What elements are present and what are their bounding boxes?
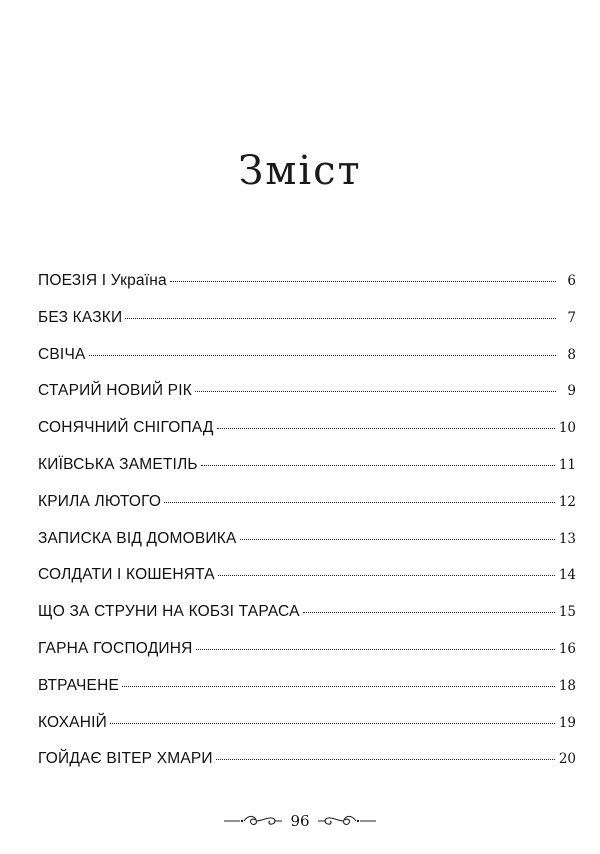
toc-entry <box>38 456 576 493</box>
dot-leader <box>216 759 555 760</box>
flourish-ornament-icon <box>316 812 378 830</box>
toc-entry-page: 7 <box>567 309 576 326</box>
table-of-contents <box>38 272 576 787</box>
toc-entry <box>38 640 576 677</box>
toc-entry-page: 8 <box>567 346 576 363</box>
toc-entry-page: 9 <box>567 383 576 400</box>
toc-entry <box>38 382 576 419</box>
toc-entry-title: СВІЧА <box>38 345 86 363</box>
dot-leader <box>303 612 555 613</box>
toc-entry-title: ЩО ЗА СТРУНИ НА КОБЗІ ТАРАСА <box>38 603 300 621</box>
dot-leader <box>170 281 556 282</box>
toc-entry-title: КИЇВСЬКА ЗАМЕТІЛЬ <box>38 455 198 473</box>
toc-entry <box>38 714 576 751</box>
toc-entry <box>38 530 576 567</box>
toc-entry-title: ПОЕЗІЯ І Україна <box>38 272 167 289</box>
dot-leader <box>201 465 555 466</box>
toc-entry-page: 6 <box>567 273 576 289</box>
toc-entry-title: ЗАПИСКА ВІД ДОМОВИКА <box>38 529 237 547</box>
toc-entry <box>38 566 576 603</box>
toc-entry <box>38 419 576 456</box>
dot-leader <box>110 723 555 724</box>
page-title: Зміст <box>238 148 362 194</box>
page-number: 96 <box>290 812 310 830</box>
dot-leader <box>125 318 556 319</box>
toc-entry-title: ВТРАЧЕНЕ <box>38 676 119 694</box>
toc-entry-page: 18 <box>558 677 576 694</box>
toc-entry-page: 11 <box>558 456 576 473</box>
toc-entry-page: 14 <box>558 567 576 584</box>
dot-leader <box>196 649 555 650</box>
toc-entry <box>38 677 576 714</box>
toc-entry-title: КОХАНІЙ <box>38 713 107 731</box>
flourish-ornament-icon <box>222 812 284 830</box>
toc-entry <box>38 346 576 383</box>
toc-entry-title: СОНЯЧНИЙ СНІГОПАД <box>38 419 214 437</box>
dot-leader <box>164 502 555 503</box>
dot-leader <box>217 428 555 429</box>
dot-leader <box>240 539 555 540</box>
toc-entry-page: 12 <box>558 493 576 510</box>
dot-leader <box>122 686 555 687</box>
toc-entry-page: 10 <box>558 420 576 437</box>
toc-entry-title: СТАРИЙ НОВИЙ РІК <box>38 382 192 400</box>
toc-entry <box>38 493 576 530</box>
toc-entry-page: 15 <box>558 604 576 621</box>
toc-entry-page: 20 <box>558 751 576 768</box>
toc-entry <box>38 272 576 309</box>
page-footer <box>0 806 600 836</box>
toc-entry-page: 19 <box>558 714 576 731</box>
toc-entry-title: ГОЙДАЄ ВІТЕР ХМАРИ <box>38 750 213 768</box>
dot-leader <box>195 391 556 392</box>
dot-leader <box>89 355 556 356</box>
toc-entry-page: 13 <box>558 530 576 547</box>
toc-entry-title: БЕЗ КАЗКИ <box>38 308 123 326</box>
toc-entry-title: КРИЛА ЛЮТОГО <box>38 492 162 510</box>
toc-entry-title: СОЛДАТИ І КОШЕНЯТА <box>38 566 215 584</box>
toc-entry <box>38 750 576 787</box>
toc-entry <box>38 603 576 640</box>
toc-entry-title: ГАРНА ГОСПОДИНЯ <box>38 639 193 657</box>
toc-entry-page: 16 <box>558 640 576 657</box>
toc-entry <box>38 309 576 346</box>
dot-leader <box>218 575 555 576</box>
